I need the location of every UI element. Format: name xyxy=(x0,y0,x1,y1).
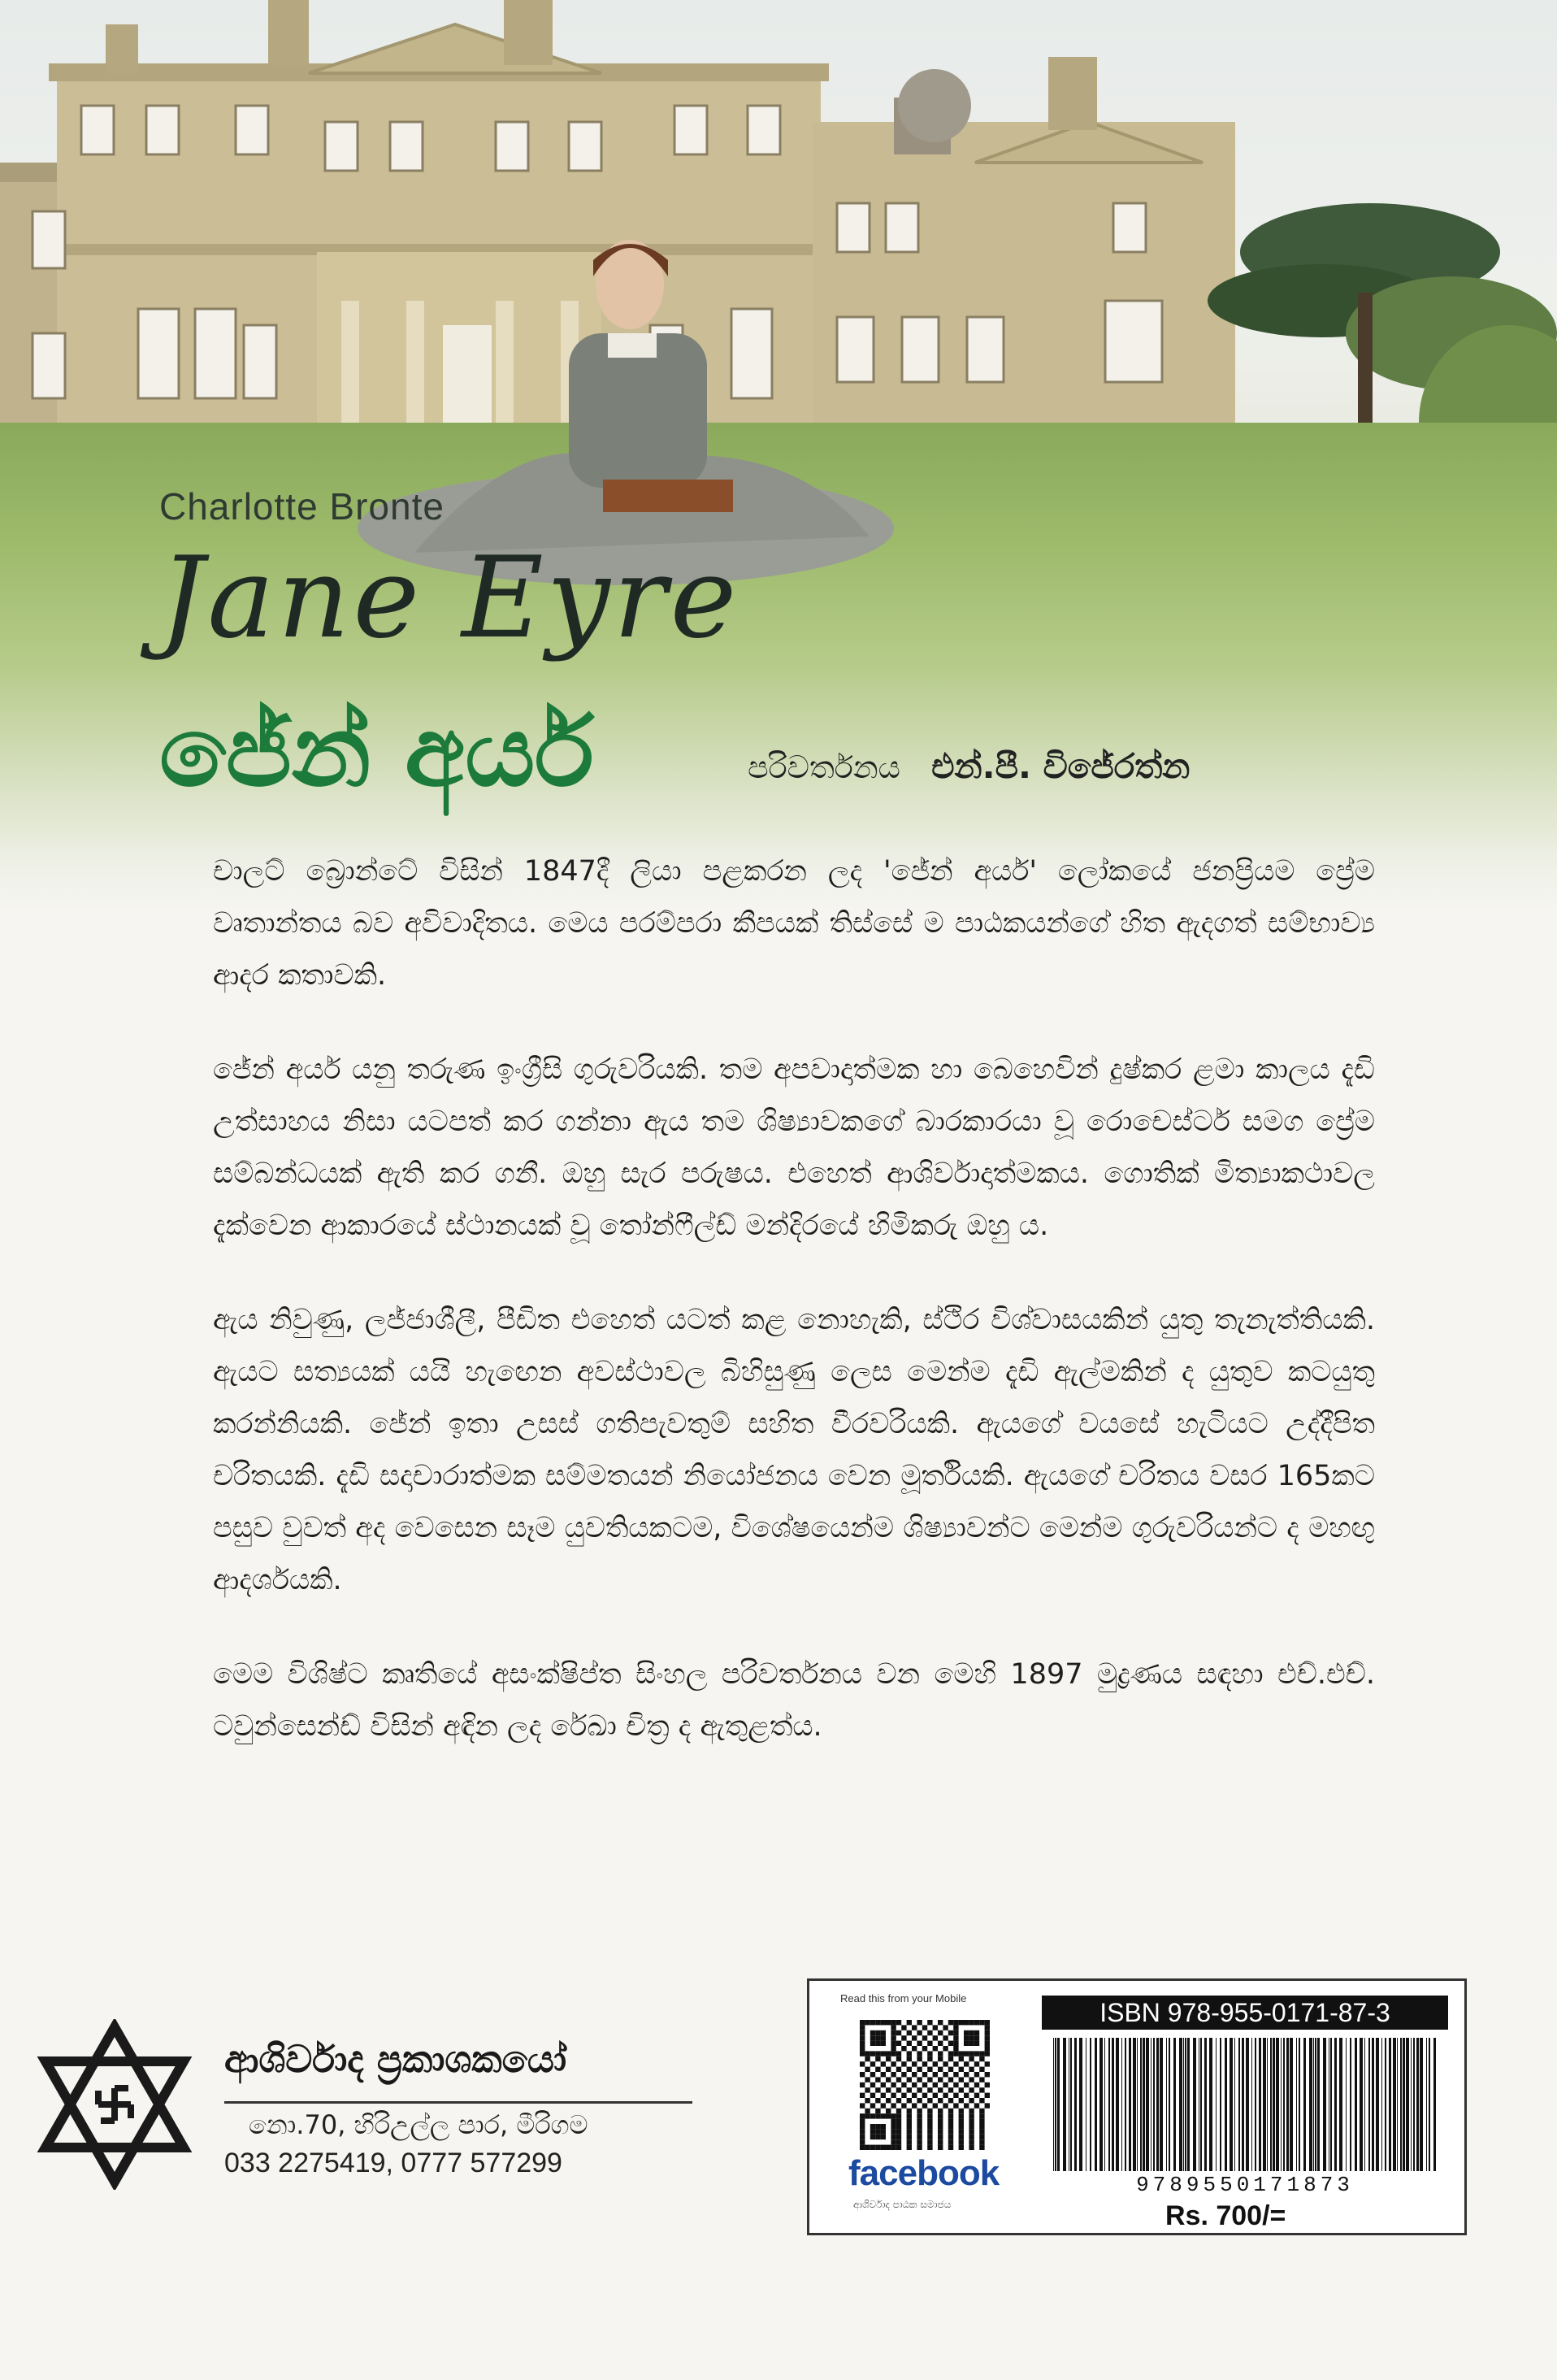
english-title: Jane Eyre xyxy=(159,532,740,663)
publisher-name: ආශිර්වාද ප්‍රකාශකයෝ xyxy=(224,2037,567,2081)
isbn-label: ISBN 978-955-0171-87-3 xyxy=(1042,1996,1448,2030)
facebook-label: facebook xyxy=(848,2153,1000,2193)
blurb-text xyxy=(213,845,1375,1795)
publisher-divider xyxy=(224,2101,692,2104)
translation-label: පරිවර්තනය xyxy=(748,749,900,785)
blurb-paragraph: ජේන් අයර් යනු තරුණ ඉංග්‍රීසි ගුරුවරියකි. තම අපවාදාත්මක හා බෙහෙවින් දුෂ්කර ළමා කාලය දැඩි උත්සාහය නිසා යටපත් කර ගන්නා ඇය තම ශිෂ්‍යාවකගේ බාරකාරයා වූ රොචෙස්ටර් සමග ප්‍රේම සම්බන්ධයක් ඇති කර ගනී. ඔහු සැර පරුෂය. එහෙත් ආශිර්වාදාත්මකය. ගොතික් මිත්‍යාකථාවල දැක්වෙන ආකාරයේ ස්ථානයක් වූ තෝන්ෆීල්ඩ් මන්දිරයේ හිමිකරු ඔහු ය. xyxy=(213,1053,1375,1242)
facebook-subtitle: ආශිර්වාද පාඨක සමාජය xyxy=(853,2199,952,2210)
woman-reading-illustration xyxy=(349,211,902,585)
barcode-panel xyxy=(807,1978,1467,2235)
barcode-digits: 9789550171873 xyxy=(1136,2173,1354,2197)
qr-caption: Read this from your Mobile xyxy=(840,1992,967,2004)
star-of-david-swastika-icon xyxy=(29,2019,200,2190)
publisher-address: නො.70, හිරිඋල්ල පාර, මීරිගම xyxy=(249,2109,588,2140)
price-label: Rs. 700/= xyxy=(1165,2200,1286,2231)
blurb-paragraph: මෙම විශිෂ්ට කෘතියේ අසංක්ෂිප්ත සිංහල පරිවර්තනය වන මෙහි 1897 මුද්‍රණය සඳහා එච්.එච්. ටවුන්සෙන්ඩ් විසින් අඳින ලද රේඛා චිත්‍ර ද ඇතුළත්ය. xyxy=(213,1658,1375,1743)
blurb-paragraph: ඇය නිවුණු, ලජ්ජාශීලී, පීඩිත එහෙත් යටත් කළ නොහැකි, ස්ථිර විශ්වාසයකින් යුතු තැනැත්තියකි. ඇයට සත්‍යයක් යයි හැඟෙන අවස්ථාවල බිහිසුණු ලෙස මෙන්ම දැඩි ඇල්මකින් ද යුතුව කටයුතු කරන්නියකි. ජේන් ඉතා උසස් ගතිපැවතුම් සහිත වීරවරියකි. ඇයගේ වයසේ හැටියට උද්දීපිත චරිතයකි. දැඩි සදාචාරාත්මක සම්මතයන් නියෝජනය වෙන මූර්තියකි. ඇයගේ චරිතය වසර 165කට පසුව වුවත් අද වෙසෙන සෑම යුවතියකටම, විශේෂයෙන්ම ශිෂ්‍යාවන්ට මෙන්ම ගුරුවරියන්ට ද මහඟු ආදර්ශයකි. xyxy=(213,1304,1375,1596)
translator-name: එන්.පී. විජේරත්න xyxy=(931,746,1191,786)
translation-credit xyxy=(748,746,1190,787)
publisher-phone: 033 2275419, 0777 577299 xyxy=(224,2148,562,2178)
author-name: Charlotte Bronte xyxy=(159,485,445,528)
qr-code-icon xyxy=(860,2020,990,2150)
sinhala-title: ජේන් අයර් xyxy=(159,696,594,809)
barcode-icon xyxy=(1053,2038,1437,2171)
blurb-paragraph: චාලට් බ්‍රොන්ටේ විසින් 1847දී ලියා පළකරන ලද 'ජේන් අයර්' ලෝකයේ ජනප්‍රියම ප්‍රේම වෘතාන්තය බව අවිවාදිතය. මෙය පරම්පරා කීපයක් තිස්සේ ම පාඨකයන්ගේ හිත ඇදගත් සම්භාව්‍ය ආදර කතාවකි. xyxy=(213,855,1375,992)
